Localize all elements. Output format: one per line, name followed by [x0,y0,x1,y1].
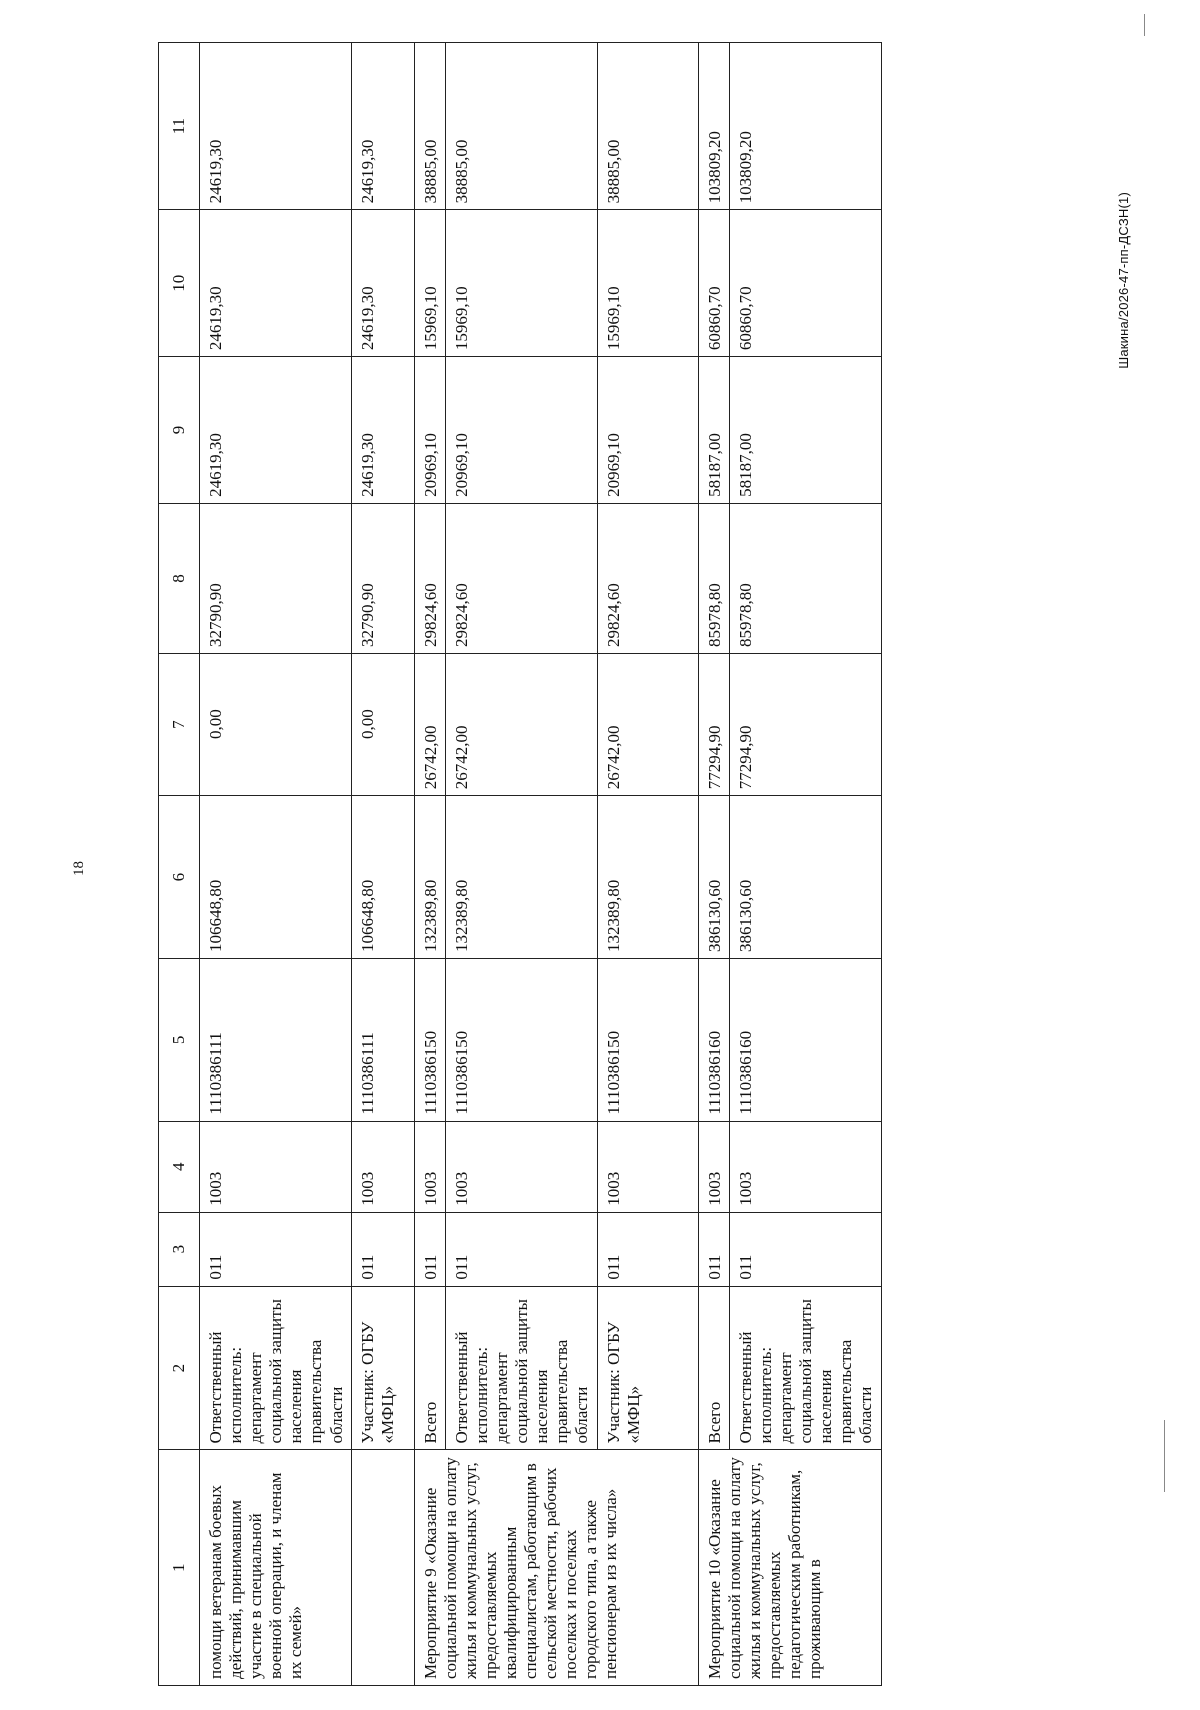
table-cell: 1003 [698,1121,729,1212]
table-cell: 011 [445,1212,597,1286]
table-cell: 24619,30 [352,210,414,357]
table-cell: 38885,00 [445,43,597,210]
table-row [729,43,881,1686]
table-cell: 132389,80 [598,796,699,959]
executor-cell: Ответственный исполнитель: департамент социальной защиты населения правительства области [445,1286,597,1450]
measure-cell: Мероприятие 9 «Оказание социальной помощи на оплату жилья и коммунальных услуг, предоставляемых квалифицированным специалистам, работающим в сельской местности, рабочих поселках и поселках городского типа, а также пенсионерам из их числа» [414,1450,698,1686]
column-number-row [159,43,200,1686]
table-cell: 20969,10 [445,357,597,504]
table-cell: 58187,00 [729,357,881,504]
scan-edge-mark [1144,14,1145,36]
table-row [598,43,699,1686]
table-row [414,43,445,1686]
table-cell: 1110386160 [729,958,881,1121]
table-cell: 011 [729,1212,881,1286]
column-number: 7 [159,654,200,796]
table-cell: 38885,00 [414,43,445,210]
table-cell: 20969,10 [598,357,699,504]
table-cell: 103809,20 [698,43,729,210]
column-number: 1 [159,1450,200,1686]
table-cell: 24619,30 [200,210,352,357]
column-number: 4 [159,1121,200,1212]
table-row [445,43,597,1686]
table-cell: 386130,60 [698,796,729,959]
rotated-table-container [158,42,882,1686]
table-cell: 60860,70 [698,210,729,357]
table-cell: 0,00 [352,654,414,796]
table-cell: 106648,80 [352,796,414,959]
table-cell: 1003 [729,1121,881,1212]
table-cell: 1003 [352,1121,414,1212]
executor-cell: Всего [414,1286,445,1450]
table-cell: 38885,00 [598,43,699,210]
table-cell: 1110386160 [698,958,729,1121]
column-number: 2 [159,1286,200,1450]
column-number: 8 [159,503,200,653]
scan-edge-mark [1164,1420,1165,1492]
column-number: 5 [159,958,200,1121]
table-cell: 011 [698,1212,729,1286]
table-cell: 103809,20 [729,43,881,210]
table-cell: 24619,30 [200,357,352,504]
table-cell: 24619,30 [352,357,414,504]
table-cell: 32790,90 [200,503,352,653]
table-cell: 011 [352,1212,414,1286]
table-cell: 29824,60 [445,503,597,653]
table-cell: 85978,80 [729,503,881,653]
table-row [352,43,414,1686]
table-cell: 24619,30 [352,43,414,210]
measure-cell: помощи ветеранам боевых действий, принимавшим участие в специальной военной операции, и членам их семей» [200,1450,352,1686]
table-cell: 386130,60 [729,796,881,959]
footer-document-code: Шакина/2026-47-пп-ДСЗН(1) [1116,192,1131,369]
executor-cell: Ответственный исполнитель: департамент социальной защиты населения правительства области [729,1286,881,1450]
table-cell: 1110386150 [598,958,699,1121]
table-cell: 26742,00 [414,654,445,796]
measure-cell: Мероприятие 10 «Оказание социальной помощи на оплату жилья и коммунальных услуг, предоставляемых педагогическим работникам, проживающим в [698,1450,881,1686]
table-cell: 15969,10 [598,210,699,357]
table-cell: 15969,10 [414,210,445,357]
table-cell: 132389,80 [445,796,597,959]
executor-cell: Участник: ОГБУ «МФЦ» [352,1286,414,1450]
table-cell: 15969,10 [445,210,597,357]
table-cell: 20969,10 [414,357,445,504]
table-cell: 1003 [200,1121,352,1212]
column-number: 10 [159,210,200,357]
table-cell: 1110386150 [414,958,445,1121]
budget-table [158,42,882,1686]
table-cell: 26742,00 [445,654,597,796]
table-cell: 0,00 [200,654,352,796]
table-cell: 29824,60 [414,503,445,653]
column-number: 3 [159,1212,200,1286]
table-cell: 1003 [414,1121,445,1212]
table-cell: 1110386111 [352,958,414,1121]
table-cell: 29824,60 [598,503,699,653]
table-cell: 77294,90 [698,654,729,796]
page-number: 18 [71,861,87,876]
table-cell: 60860,70 [729,210,881,357]
table-cell: 132389,80 [414,796,445,959]
column-number: 11 [159,43,200,210]
table-cell: 011 [598,1212,699,1286]
table-cell: 1003 [445,1121,597,1212]
executor-cell: Участник: ОГБУ «МФЦ» [598,1286,699,1450]
table-cell: 011 [414,1212,445,1286]
column-number: 9 [159,357,200,504]
table-row [698,43,729,1686]
table-cell: 24619,30 [200,43,352,210]
table-cell: 011 [200,1212,352,1286]
column-number: 6 [159,796,200,959]
table-cell: 1110386150 [445,958,597,1121]
table-cell: 58187,00 [698,357,729,504]
table-cell: 1003 [598,1121,699,1212]
table-cell: 32790,90 [352,503,414,653]
executor-cell: Всего [698,1286,729,1450]
table-row [200,43,352,1686]
measure-cell [352,1450,414,1686]
table-cell: 85978,80 [698,503,729,653]
executor-cell: Ответственный исполнитель: департамент социальной защиты населения правительства области [200,1286,352,1450]
table-cell: 106648,80 [200,796,352,959]
table-cell: 77294,90 [729,654,881,796]
table-cell: 1110386111 [200,958,352,1121]
table-cell: 26742,00 [598,654,699,796]
